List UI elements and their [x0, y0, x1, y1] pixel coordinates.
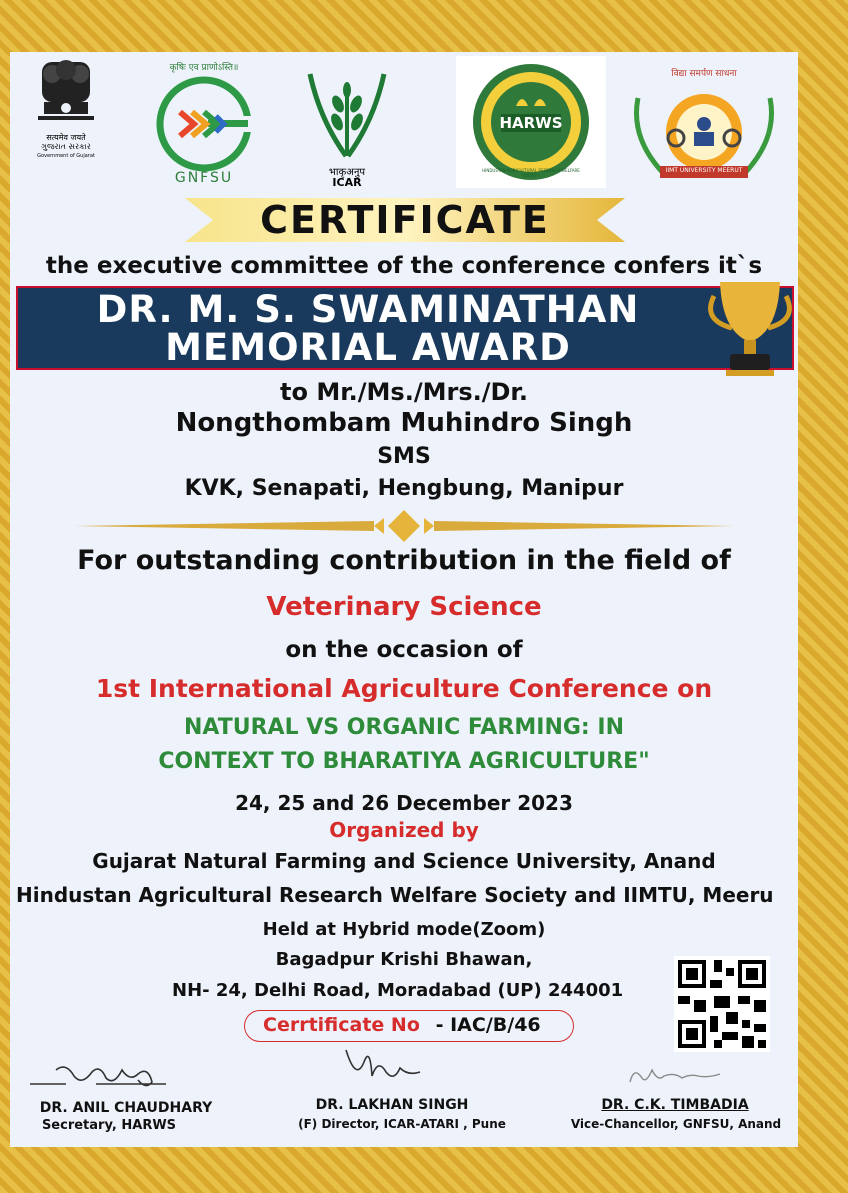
certificate-number-label: Cerrtificate No [263, 1014, 420, 1036]
gujarat-emblem-logo [26, 58, 106, 158]
signature-2 [336, 1042, 426, 1092]
award-line-1: DR. M. S. SWAMINATHAN [96, 288, 640, 331]
signatory-2-role: (F) Director, ICAR-ATARI , Pune [298, 1117, 506, 1131]
harws-label: HARWS [499, 114, 563, 132]
gujarat-sarkar-text: ગુજરાત સરકાર [41, 142, 91, 151]
harws-ring-text: HINDUSTAN AGRICULTURAL RESEARCH WELFARE SOCIETY [482, 168, 580, 178]
organizer-2: Hindustan Agricultural Research Welfare Society and IIMTU, Meeru [16, 883, 774, 907]
recipient-affiliation: KVK, Senapati, Hengbung, Manipur [184, 476, 624, 501]
signatory-3-name: DR. C.K. TIMBADIA [601, 1097, 749, 1113]
signature-3 [624, 1060, 734, 1090]
signature-1 [26, 1056, 176, 1096]
conference-title: 1st International Agriculture Conference on [95, 674, 713, 703]
gnfsu-label: GNFSU [174, 170, 234, 186]
occasion-line: on the occasion of [285, 637, 523, 663]
iimt-logo [624, 66, 784, 186]
certificate-number-pill [244, 1010, 574, 1042]
signatory-3-role: Vice-Chancellor, GNFSU, Anand [570, 1117, 782, 1131]
icar-label: ICAR [332, 176, 362, 189]
recipient-name: Nongthombam Muhindro Singh [175, 408, 633, 438]
recipient-designation: SMS [377, 444, 431, 469]
certificate-number-value: - IAC/B/46 [429, 1014, 541, 1036]
icar-logo [302, 60, 392, 190]
iimt-label: IIMT UNIVERSITY MEERUT [665, 167, 743, 174]
gujarat-motto: सत्यमेव जयते [46, 133, 86, 142]
signatory-1-role: Secretary, HARWS [41, 1118, 177, 1133]
signatory-1-name: DR. ANIL CHAUDHARY [39, 1100, 213, 1116]
theme-line-1: NATURAL VS ORGANIC FARMING: IN [184, 715, 624, 740]
salutation-line: to Mr./Ms./Mrs./Dr. [280, 378, 528, 406]
certificate-title: CERTIFICATE [260, 198, 550, 242]
gujarat-gov-text: Government of Gujarat [37, 153, 95, 159]
qr-code [674, 956, 770, 1052]
award-line-2: MEMORIAL AWARD [165, 326, 571, 369]
harws-logo [456, 56, 606, 188]
icar-hindi: भाकृअनुप [328, 167, 366, 178]
signatory-2-name: DR. LAKHAN SINGH [315, 1097, 469, 1113]
gnfsu-motto: कृषिः एव प्राणोऽस्ति॥ [169, 63, 239, 73]
gold-divider [74, 508, 734, 544]
held-line: Held at Hybrid mode(Zoom) [262, 919, 546, 940]
trophy-icon [702, 276, 798, 380]
certificate-paper [10, 52, 798, 1147]
award-banner [16, 286, 794, 370]
confers-line: the executive committee of the conference confers it`s [45, 253, 763, 279]
organized-by-label: Organized by [329, 818, 479, 842]
gnfsu-logo [148, 56, 260, 188]
theme-line-2: CONTEXT TO BHARATIYA AGRICULTURE" [158, 749, 650, 774]
venue-line-1: Bagadpur Krishi Bhawan, [275, 949, 533, 970]
iimt-motto: विद्या समर्पण साधना [671, 69, 737, 79]
field-of-contribution: Veterinary Science [266, 592, 542, 622]
contribution-line: For outstanding contribution in the field of [77, 545, 731, 576]
conference-dates: 24, 25 and 26 December 2023 [235, 791, 573, 815]
venue-line-2: NH- 24, Delhi Road, Moradabad (UP) 244001 [172, 980, 624, 1001]
organizer-1: Gujarat Natural Farming and Science University, Anand [92, 849, 716, 873]
